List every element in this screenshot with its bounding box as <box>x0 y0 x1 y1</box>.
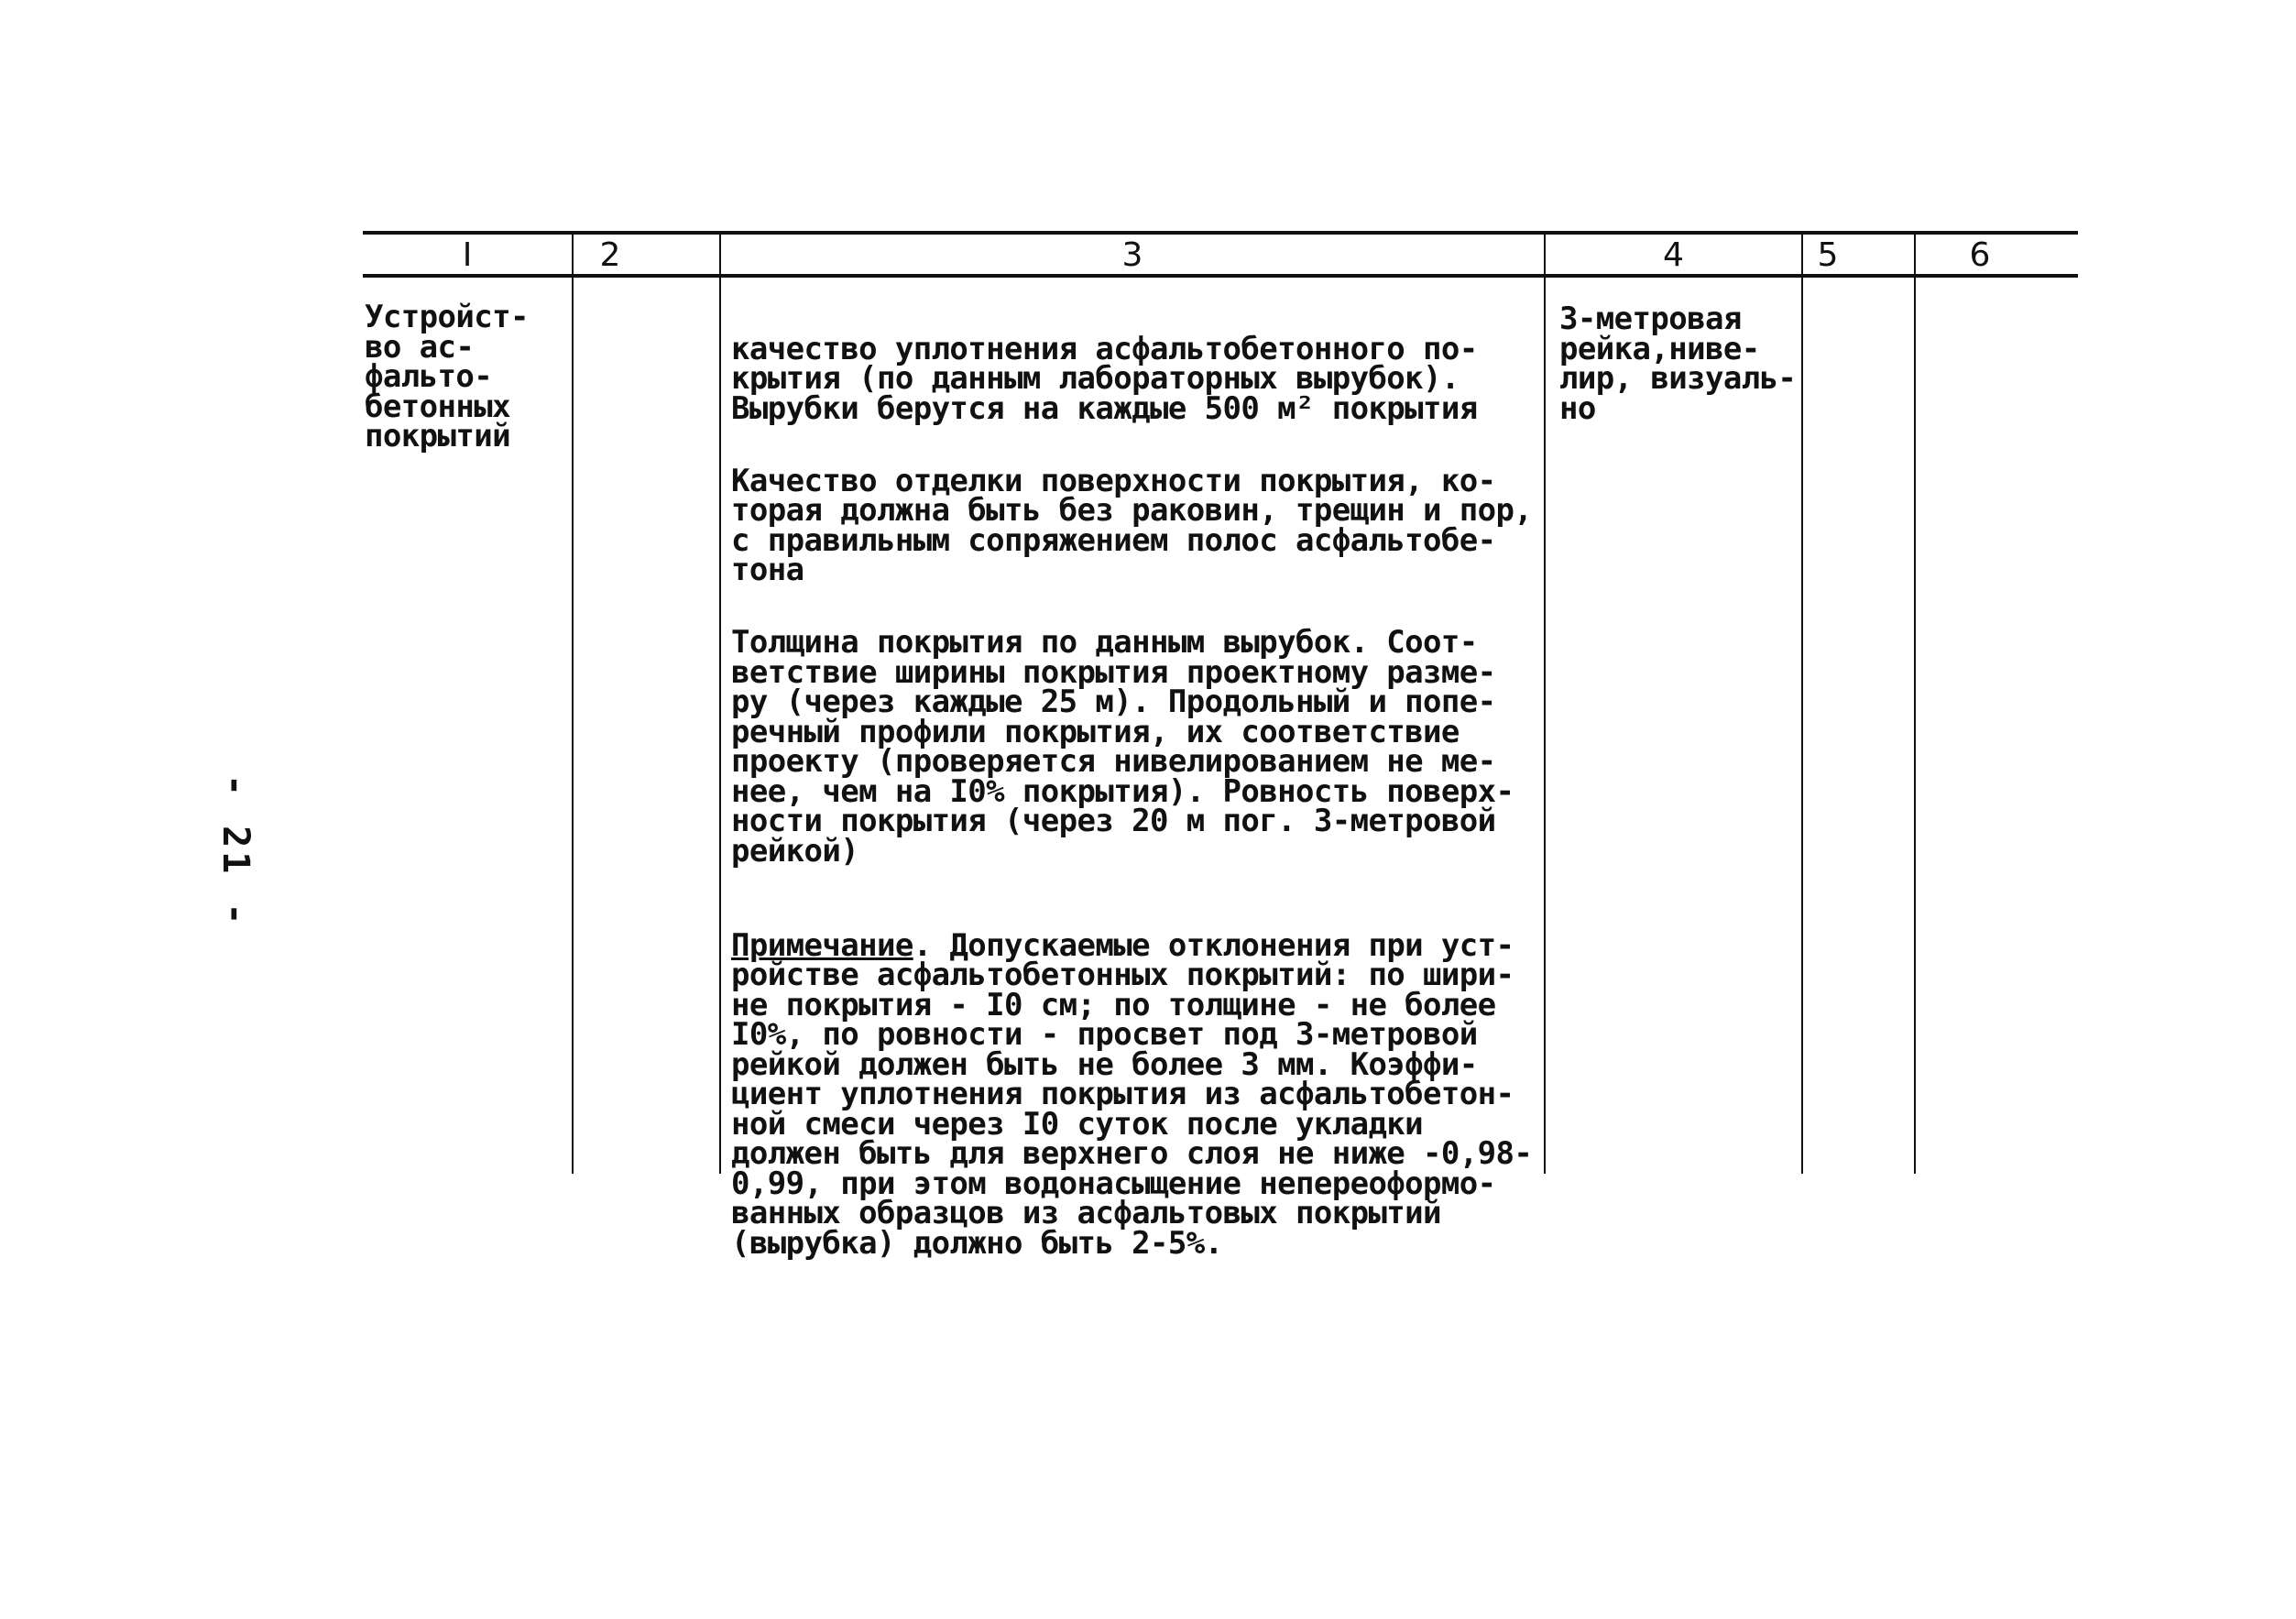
note-text: . Допускаемые отклонения при уст- ройстве асфальтобетонных покрытий: по шири- не покрытия - I0 см; по толщине - не более I0%, по ровности - просвет под 3-метровой рейкой должен быть не более 3 мм. Коэффи- циент уплотнения покрытия из асфальтобетон- ной смеси через I0 суток после укладки должен быть для верхнего слоя не ниже -0,98- 0,99, при этом водонасыщение непереоформо- ванных образцов из асфальтовых покрытий (вырубка) должно быть 2-5%. <box>731 926 1533 1262</box>
header-col-2: 2 <box>599 236 621 274</box>
paragraph-thickness: Толщина покрытия по данным вырубок. Соот- ветствие ширины покрытия проектному разме- ру (через каждые 25 м). Продольный и попе- речный профили покрытия, их соответствие проекту (проверяется нивелированием не ме- нее, чем на I0% покрытия). Ровность поверх- ности покрытия (через 20 м пог. 3-метровой рейкой) <box>731 624 1514 870</box>
table-top-rule <box>363 231 2078 235</box>
header-col-5: 5 <box>1817 236 1839 274</box>
paragraph-surface-finish: Качество отделки поверхности покрытия, ко- торая должна быть без раковин, трещин и пор, с правильным сопряжением полос асфальтобе- тона <box>731 462 1533 588</box>
col-divider-5 <box>1914 235 1916 1174</box>
cell-work-type: Устройст- во ас- фальто- бетонных покрытий <box>365 299 529 454</box>
note-paragraph <box>731 926 1542 1262</box>
col-divider-1 <box>572 235 574 1174</box>
header-col-3: 3 <box>1121 236 1143 274</box>
header-col-4: 4 <box>1663 236 1684 274</box>
cell-instruments: 3-метровая рейка,ниве- лир, визуаль- но <box>1559 301 1797 427</box>
note-label: Примечание <box>731 926 913 964</box>
header-col-6: 6 <box>1969 236 1991 274</box>
page-number: - 21 - <box>214 774 257 929</box>
cell-control-description <box>731 304 1542 1288</box>
paragraph-compaction-quality: качество уплотнения асфальтобетонного по- крытия (по данным лабораторных вырубок). Вырубки берутся на каждые 500 м² покрытия <box>731 330 1478 427</box>
header-bottom-rule <box>363 274 2078 278</box>
header-col-1: I <box>462 236 473 274</box>
col-divider-2 <box>719 235 721 1174</box>
col-divider-4 <box>1801 235 1803 1174</box>
col-divider-3 <box>1544 235 1546 1174</box>
